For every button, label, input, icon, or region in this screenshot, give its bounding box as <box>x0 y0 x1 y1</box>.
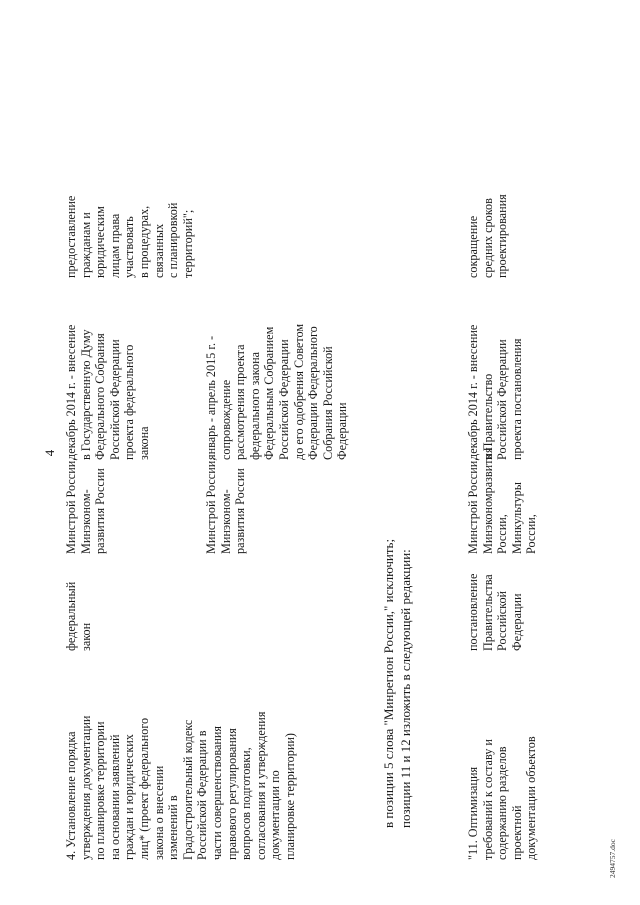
result-cell: сокращение средних сроков проектирования <box>466 194 510 278</box>
document-type-cell: федеральный закон <box>64 581 93 651</box>
document-type-cell: постановление Правительства Российской Федерации <box>466 573 524 651</box>
responsible-cell: Минстрой России, Минэконом- развития России <box>64 457 108 554</box>
footer-file-code: 2494757.doc <box>608 839 617 878</box>
page-number: 4 <box>42 449 57 457</box>
responsible-cell: Минстрой России, Минэкономразвития России, Минкультуры России, <box>466 447 539 554</box>
deadline-cell: январь - апрель 2015 г. - сопровождение рассмотрения проекта федерального закона Федеральным Собранием Российской Федерации до его одобрения Советом Федерации Федерального Собрания Российской Федерации <box>204 323 350 460</box>
instruction-paragraph: в позиции 5 слова "Минрегион России," исключить; <box>381 538 396 828</box>
deadline-cell: декабрь 2014 г. - внесение в Правительство Российской Федерации проекта постановления <box>466 324 524 460</box>
rotated-content <box>26 28 631 878</box>
instruction-paragraph: позиции 11 и 12 изложить в следующей редакции: <box>398 549 413 828</box>
deadline-cell: декабрь 2014 г. - внесение в Государственную Думу Федерального Собрания Российской Федерации проекта федерального закона <box>64 324 151 460</box>
row-title-cell: "11. Оптимизация требований к составу и содержанию разделов проектной документации объектов <box>466 736 539 860</box>
responsible-cell: Минстрой России, Минэконом- развития России <box>204 457 248 554</box>
row-title-cell: 4. Установление порядка утверждения документации по планировке территории на основании заявлений граждан и юридических лиц* (проект федерального закона о внесении изменений в Градостроительный кодекс Российской Федерации в части совершенствования правового регулирования вопросов подготовки, согласования и утверждения документации по планировке территории) <box>64 711 297 860</box>
result-cell: предоставление гражданам и юридическим лицам права участвовать в процедурах, связанных с планировкой территорий"; <box>64 195 195 278</box>
